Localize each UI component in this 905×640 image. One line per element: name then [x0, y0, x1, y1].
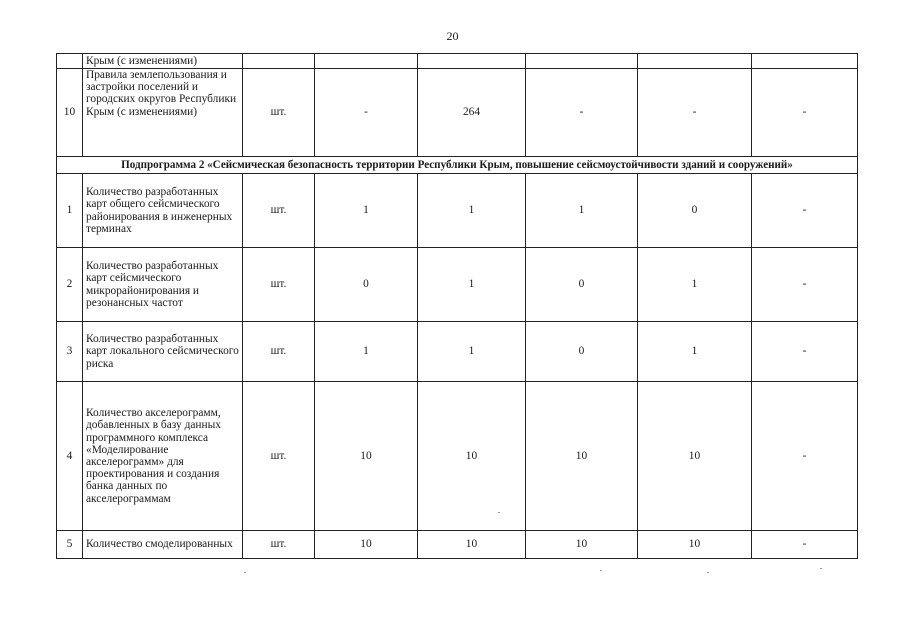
indicator-name: Количество разработанных карт локального сейсмического риска [83, 322, 243, 382]
value-cell: - [752, 322, 858, 382]
row-number: 4 [57, 382, 83, 531]
unit: шт. [243, 322, 315, 382]
indicator-name: Количество разработанных карт общего сейсмического районирования в инженерных терминах [83, 174, 243, 248]
section-title: Подпрограмма 2 «Сейсмическая безопасность территории Республики Крым, повышение сейсмоустойчивости зданий и сооружений» [57, 157, 858, 174]
table-row [57, 174, 858, 248]
page-number: 20 [446, 29, 459, 43]
value-cell: 10 [418, 531, 526, 559]
value-cell: - [526, 69, 638, 157]
table-row [57, 248, 858, 322]
indicators-table [56, 53, 858, 559]
table-row-continuation [57, 54, 858, 69]
row-number: 1 [57, 174, 83, 248]
value-cell: 264 [418, 69, 526, 157]
row-number: 5 [57, 531, 83, 559]
row-number: 3 [57, 322, 83, 382]
value-cell: 1 [418, 322, 526, 382]
row-number: 2 [57, 248, 83, 322]
value-cell: 1 [638, 322, 752, 382]
row-number-cell [57, 54, 83, 69]
scan-speck [707, 572, 709, 573]
unit: шт. [243, 69, 315, 157]
value-cell [418, 54, 526, 69]
table-row [57, 382, 858, 531]
indicator-name: Количество акселерограмм, добавленных в базу данных программного комплекса «Моделирование акселерограмм» для проектирования и создания банка данных по акселерограммам [83, 382, 243, 531]
value-cell: 0 [526, 248, 638, 322]
value-cell: 10 [638, 382, 752, 531]
indicator-name: Количество смоделированных [83, 531, 243, 559]
row-number: 10 [57, 69, 83, 157]
value-cell: 0 [638, 174, 752, 248]
indicator-name: Количество разработанных карт сейсмического микрорайонирования и резонансных частот [83, 248, 243, 322]
unit: шт. [243, 531, 315, 559]
scan-speck [820, 568, 822, 569]
value-cell: - [315, 69, 418, 157]
unit: шт. [243, 174, 315, 248]
scan-speck [244, 572, 246, 573]
value-cell [752, 54, 858, 69]
value-cell: - [752, 248, 858, 322]
scan-speck [498, 512, 500, 513]
table-row [57, 69, 858, 157]
value-cell: - [752, 69, 858, 157]
scan-speck [600, 570, 602, 571]
value-cell: 10 [315, 382, 418, 531]
value-cell: 1 [418, 248, 526, 322]
unit: шт. [243, 382, 315, 531]
value-cell [526, 54, 638, 69]
value-cell: 1 [418, 174, 526, 248]
value-cell [315, 54, 418, 69]
value-cell: 1 [315, 322, 418, 382]
table-row [57, 322, 858, 382]
value-cell: 10 [315, 531, 418, 559]
unit-cell [243, 54, 315, 69]
value-cell [638, 54, 752, 69]
unit: шт. [243, 248, 315, 322]
value-cell: 10 [526, 382, 638, 531]
value-cell: 1 [315, 174, 418, 248]
value-cell: 0 [526, 322, 638, 382]
value-cell: - [752, 174, 858, 248]
value-cell: 1 [526, 174, 638, 248]
indicator-name: Крым (с изменениями) [83, 54, 243, 69]
value-cell: - [638, 69, 752, 157]
section-header-row [57, 157, 858, 174]
value-cell: 10 [418, 382, 526, 531]
table-row [57, 531, 858, 559]
value-cell: 1 [638, 248, 752, 322]
value-cell: - [752, 531, 858, 559]
value-cell: 0 [315, 248, 418, 322]
indicator-name: Правила землепользования и застройки поселений и городских округов Республики Крым (с изменениями) [83, 69, 243, 157]
value-cell: 10 [638, 531, 752, 559]
value-cell: 10 [526, 531, 638, 559]
value-cell: - [752, 382, 858, 531]
